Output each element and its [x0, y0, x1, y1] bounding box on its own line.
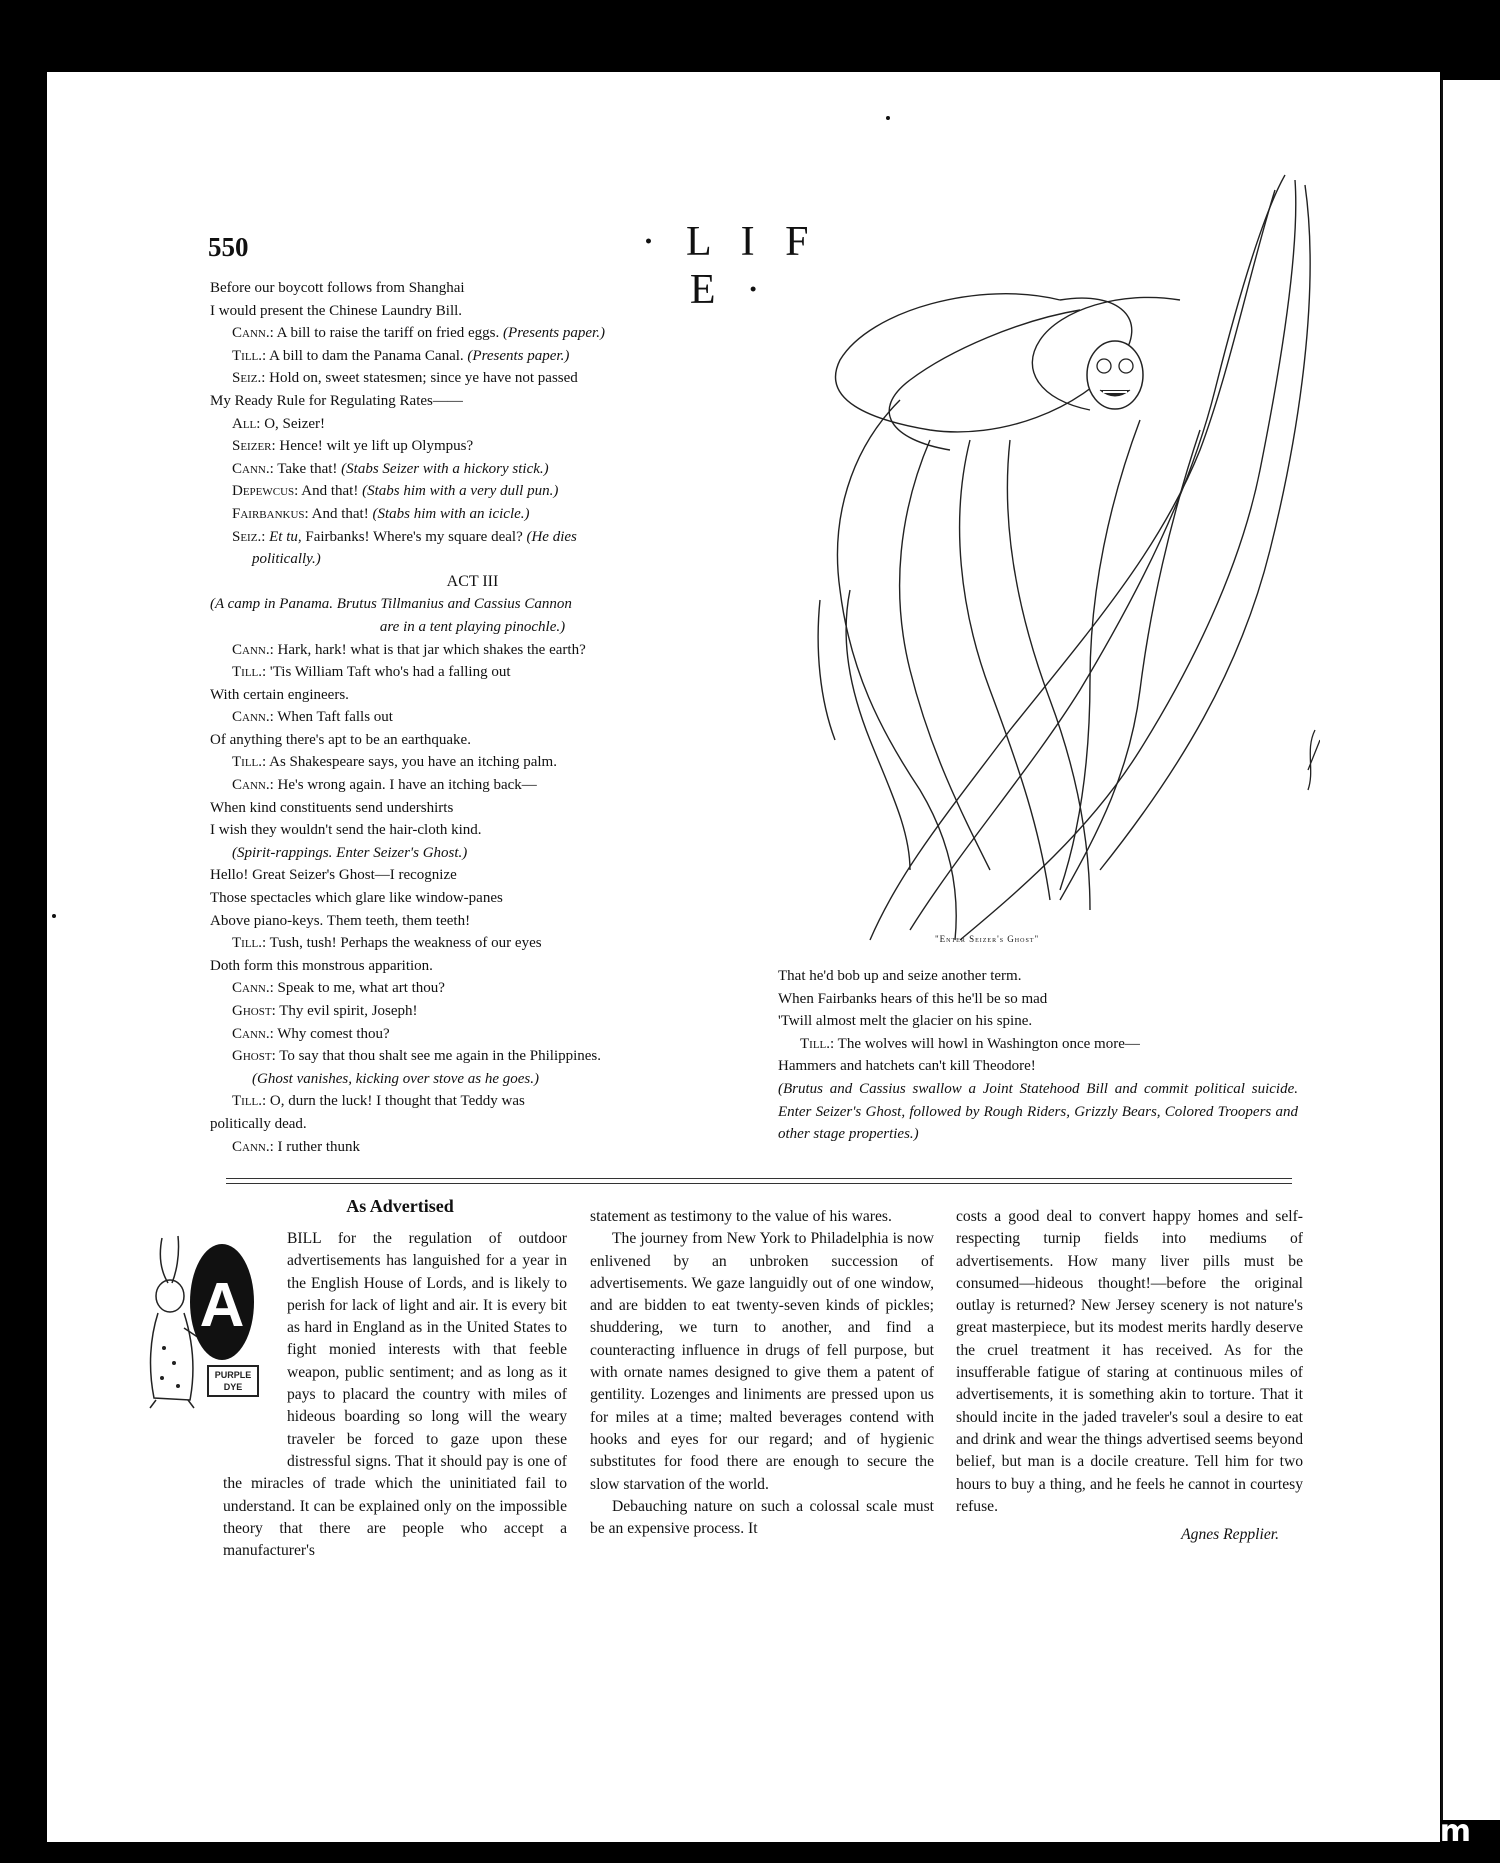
play-line: politically dead. [210, 1115, 307, 1132]
play-line: Cann.: Speak to me, what art thou? [232, 980, 445, 997]
play-line: Seizer: Hence! wilt ye lift up Olympus? [232, 438, 474, 455]
play-line: Till.: The wolves will howl in Washington once more— [800, 1035, 1140, 1052]
play-line: Cann.: A bill to raise the tariff on fried eggs. (Presents paper.) [232, 325, 605, 342]
ghost-illustration [760, 170, 1320, 950]
play-line: Hello! Great Seizer's Ghost—I recognize [210, 867, 457, 884]
essay-column-2: statement as testimony to the value of his wares. The journey from New York to Philadelphia is now enlivened by an unbroken succession of advertisements. We gaze languidly out of one window, and are bidden to eat twenty-seven kinds of pickles; shuddering, we turn to another, and find a counteracting influence in drugs of fell purpose, but with ornate names designed to give them a patent of gentility. Lozenges and liniments are pressed upon us for miles at a time; malted beverages contend with hooks and eyes for our regard; and of hygienic substitutes for food there are enough to secure the slow starvation of the world. Debauching nature on such a colossal scale must be an expensive process. It [590, 1208, 934, 1538]
play-line: All: O, Seizer! [232, 415, 326, 432]
play-line: Seiz.: Hold on, sweet statesmen; since ye have not passed [232, 370, 578, 387]
play-line: Cann.: Why comest thou? [232, 1025, 390, 1042]
play-line: Fairbankus: And that! (Stabs him with an icicle.) [232, 505, 530, 522]
illustration-caption: "Enter Seizer's Ghost" [935, 934, 1040, 944]
play-line: Till.: O, durn the luck! I thought that Teddy was [232, 1093, 525, 1110]
play-line: Cann.: I ruther thunk [232, 1138, 360, 1155]
page-gutter-line [1441, 80, 1443, 1820]
final-stage-direction: (Brutus and Cassius swallow a Joint Statehood Bill and commit political suicide. Enter Seizer's Ghost, followed by Rough Riders, Grizzly Bears, Colored Troopers and other stage properties.) [778, 1080, 1298, 1143]
play-line: 'Twill almost melt the glacier on his spine. [778, 1013, 1033, 1030]
play-line: are in a tent playing pinochle.) [379, 618, 566, 635]
play-line: (A camp in Panama. Brutus Tillmanius and Cassius Cannon [210, 596, 572, 613]
svg-text:PURPLE: PURPLE [214, 1370, 252, 1380]
play-line: When Fairbanks hears of this he'll be so mad [778, 990, 1048, 1007]
play-line: (Ghost vanishes, kicking over stove as he goes.) [252, 1070, 540, 1087]
play-line: Before our boycott follows from Shanghai [210, 280, 465, 296]
play-line: Above piano-keys. Them teeth, them teeth! [210, 912, 471, 929]
play-line: Till.: 'Tis William Taft who's had a falling out [232, 664, 511, 681]
play-text-left-column [210, 277, 735, 1158]
page-number: 550 [208, 232, 249, 262]
play-line: Of anything there's apt to be an earthquake. [210, 731, 471, 748]
play-line: I wish they wouldn't send the hair-cloth kind. [210, 822, 482, 839]
play-line: I would present the Chinese Laundry Bill. [210, 302, 463, 319]
print-speck [886, 116, 890, 120]
play-line: Till.: Tush, tush! Perhaps the weakness of our eyes [232, 935, 542, 952]
svg-text:DYE: DYE [223, 1382, 243, 1392]
play-line: Ghost: Thy evil spirit, Joseph! [232, 1003, 418, 1019]
play-line: Depewcus: And that! (Stabs him with a very dull pun.) [232, 483, 559, 500]
drop-letter: A [199, 1271, 245, 1340]
play-line: That he'd bob up and seize another term. [778, 968, 1022, 984]
play-line: (Spirit-rappings. Enter Seizer's Ghost.) [232, 844, 468, 861]
essay-column-3: costs a good deal to convert happy homes and self-respecting turnip fields into mediums of advertisements. How many liver pills must be consumed—hideous thought!—before the original outlay is returned? New Jersey scenery is not nature's great masterpiece, but its modest merits hardly deserve the cruel treatment it has received. As for the insufferable fatigue of staring at continuous miles of advertisements, it is something akin to torture. That it should incite in the jaded traveler's soul a desire to eat and drink and wear the things advertised seems beyond belief, but man is a docile creature. Tell him for two hours to buy a thing, and he feels he cannot in courtesy refuse. Agnes Repplier. [956, 1206, 1303, 1546]
play-line: When kind constituents send undershirts [210, 799, 454, 816]
play-line: Cann.: Take that! (Stabs Seizer with a hickory stick.) [232, 460, 549, 477]
play-line: My Ready Rule for Regulating Rates—— [210, 392, 463, 409]
site-watermark: comicbooks.com [1178, 1814, 1472, 1849]
drop-cap-space [223, 1228, 287, 1454]
play-line: Seiz.: Et tu, Fairbanks! Where's my square deal? (He dies [232, 528, 577, 545]
play-line: Doth form this monstrous apparition. [210, 957, 433, 974]
essay-signature: Agnes Repplier. [1181, 1526, 1279, 1544]
play-line: politically.) [252, 551, 321, 568]
play-line: Hammers and hatchets can't kill Theodore! [778, 1058, 1036, 1075]
play-line: Cann.: Hark, hark! what is that jar which shakes the earth? [232, 641, 586, 658]
play-line: Till.: A bill to dam the Panama Canal. (Presents paper.) [232, 347, 570, 364]
print-speck [52, 914, 56, 918]
double-rule-bottom [226, 1183, 1292, 1184]
play-line: With certain engineers. [210, 686, 349, 703]
play-text-right-column [778, 965, 1298, 1146]
play-line: Ghost: To say that thou shalt see me again in the Philippines. [232, 1048, 602, 1065]
play-line: Those spectacles which glare like window-panes [210, 890, 503, 907]
play-line: Till.: As Shakespeare says, you have an itching palm. [232, 754, 557, 771]
act-heading: ACT III [446, 572, 499, 590]
play-line: Cann.: He's wrong again. I have an itching back— [232, 777, 537, 794]
masthead-title: · L I F E · [641, 219, 819, 313]
double-rule-top [226, 1178, 1292, 1179]
play-line: Cann.: When Taft falls out [232, 709, 393, 726]
essay-column-1: BILL for the regulation of outdoor advertisements has languished for a year in the English House of Lords, and is likely to perish for lack of light and air. It is every bit as hard in England as in the United States to fight monied interests with that feeble weapon, public sentiment; and as long as it pays to placard the country with miles of hideous boarding so long will the weary traveler be forced to gaze upon these distressful signs. That it should pay is one of the miracles of trade which the uninitiated fail to understand. It can be explained only on the impossible theory that there are people who accept a manufacturer's [223, 1230, 567, 1560]
next-page-edge [1441, 80, 1500, 1820]
essay-title: As Advertised [346, 1196, 454, 1216]
